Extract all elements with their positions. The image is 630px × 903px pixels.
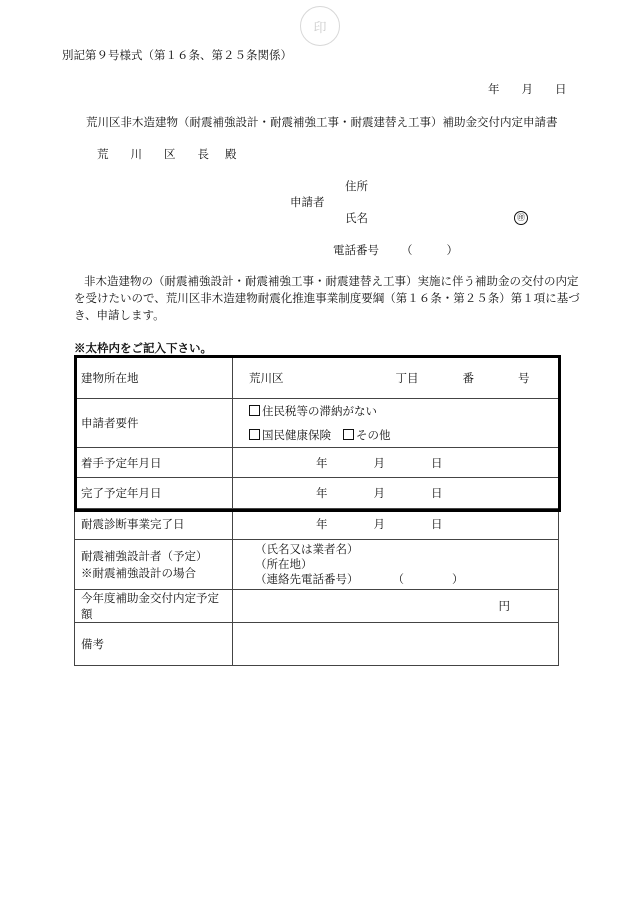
table-row [75,590,559,623]
requirements-label: 申請者要件 [75,399,233,448]
requirement-option-insurance[interactable]: 国民健康保険 [249,428,331,442]
addressee [97,146,237,162]
addressee-char: 荒 [97,147,109,161]
table-row [75,509,559,540]
date-year-label: 年 [488,82,500,96]
address-label: 住所 [345,179,368,193]
designer-label-1: 耐震補強設計者（予定） [81,548,208,563]
location-ward: 荒川区 [249,370,284,385]
requirement-option-tax[interactable]: 住民税等の滞納がない [249,399,552,423]
instruction-note: ※太枠内をご記入下さい。 [74,341,212,355]
date-month-label: 月 [521,82,533,96]
remarks-label: 備考 [75,623,233,666]
designer-label-2: ※耐震補強設計の場合 [81,565,196,580]
stamp-placeholder: 印 [300,6,340,46]
phone-paren-open: （ [401,243,413,257]
body-line-3: き、申請します。 [74,308,165,322]
start-day: 日 [431,455,443,470]
table-row [75,623,559,666]
table-row [75,357,559,399]
seal-icon: ㊞ [514,209,528,225]
designer-name-line: （氏名又は業者名） [255,542,359,556]
phone-label: 電話番号 [333,243,379,257]
start-date-label: 着手予定年月日 [75,448,233,478]
end-month: 月 [373,486,385,500]
body-line-2: を受けたいので、荒川区非木造建物耐震化推進事業制度要綱（第１６条・第２５条）第１項に基づ [74,291,580,305]
requirement-option-other[interactable]: その他 [343,428,391,442]
designer-phone-line: （連絡先電話番号） （ ） [255,572,464,586]
phone-line [333,242,458,258]
body-line-1: 非木造建物の（耐震補強設計・耐震補強工事・耐震建替え工事）実施に伴う補助金の交付の内定 [84,274,579,288]
date-line [488,81,567,97]
amount-unit: 円 [498,599,510,613]
application-table [74,356,559,666]
applicant-label: 申請者 [290,195,325,209]
location-chome: 丁目 [395,370,419,385]
checkbox-icon[interactable] [249,429,260,440]
table-row [75,540,559,590]
addressee-char: 川 [130,147,142,161]
amount-label: 今年度補助金交付内定予定額 [75,590,233,623]
start-year: 年 [316,455,328,470]
end-date-field[interactable] [233,478,559,509]
end-year: 年 [316,486,328,500]
diagnosis-date-label: 耐震診断事業完了日 [75,509,233,540]
checkbox-icon[interactable] [343,429,354,440]
addressee-char: 長 [197,147,209,161]
diagnosis-year: 年 [316,517,328,531]
table-row [75,399,559,448]
designer-label [75,540,233,590]
name-label: 氏名 [345,211,368,225]
checkbox-icon[interactable] [249,405,260,416]
addressee-char: 殿 [225,147,237,161]
start-date-field[interactable] [233,448,559,478]
end-day: 日 [431,486,443,500]
start-month: 月 [373,455,385,470]
location-ban: 番 [462,370,474,385]
table-row [75,448,559,478]
diagnosis-day: 日 [431,517,443,531]
amount-field[interactable] [233,590,559,623]
phone-paren-close: ） [446,243,458,257]
location-label: 建物所在地 [75,357,233,399]
form-id: 別記第９号様式（第１６条、第２５条関係） [62,48,292,62]
designer-address-line: （所在地） [255,557,313,571]
diagnosis-date-field[interactable] [233,509,559,540]
diagnosis-month: 月 [373,517,385,531]
date-day-label: 日 [555,82,567,96]
location-field[interactable] [233,357,559,399]
designer-field[interactable] [233,540,559,590]
page-title: 荒川区非木造建物（耐震補強設計・耐震補強工事・耐震建替え工事）補助金交付内定申請書 [86,115,558,129]
table-row [75,478,559,509]
addressee-char: 区 [164,147,176,161]
end-date-label: 完了予定年月日 [75,478,233,509]
requirements-field [233,399,559,448]
remarks-field[interactable] [233,623,559,666]
location-go: 号 [518,370,530,385]
